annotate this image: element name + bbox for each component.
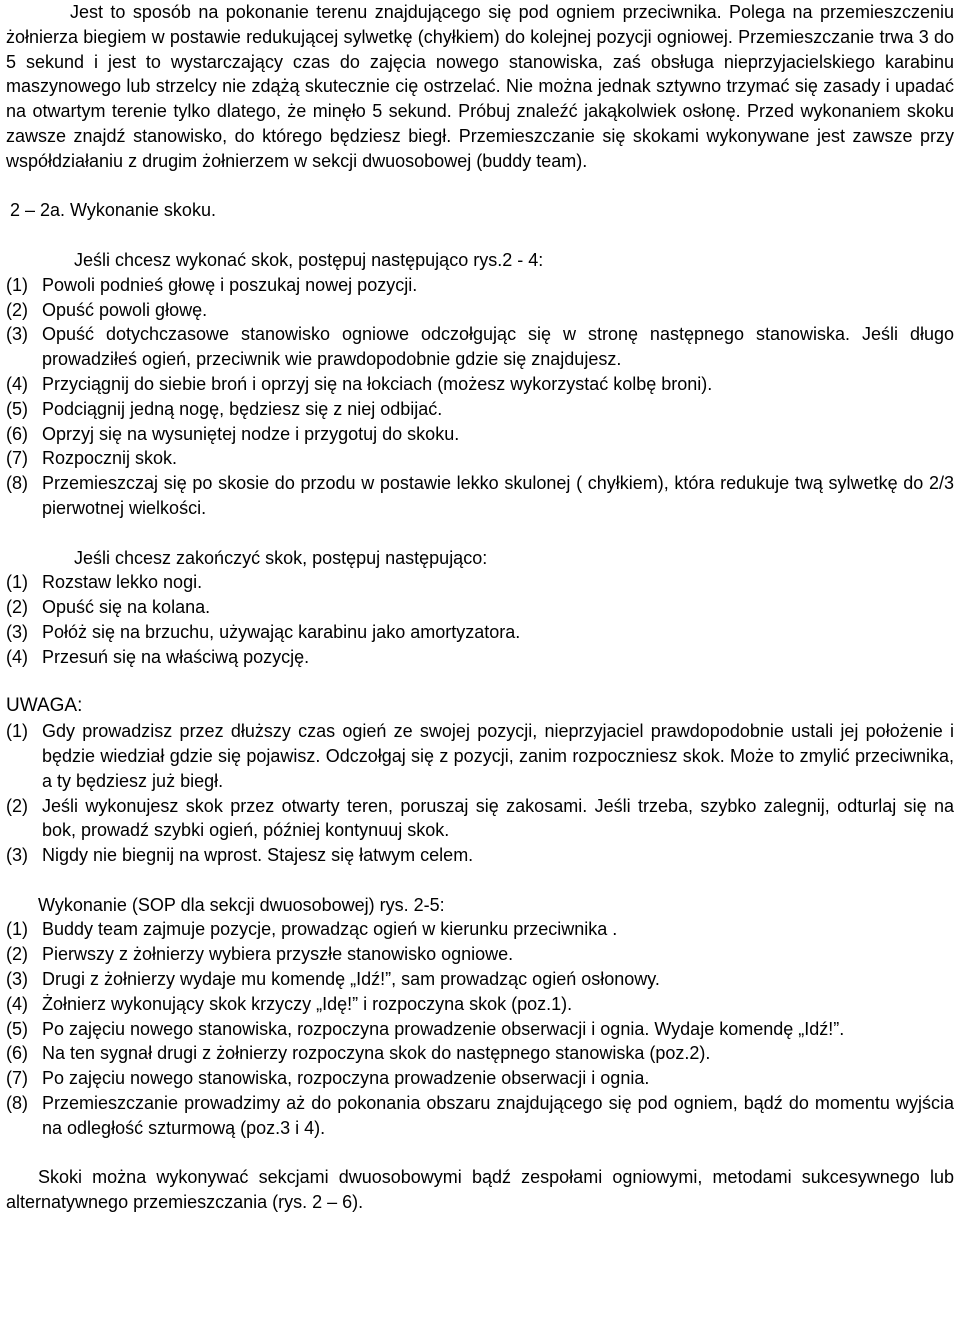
item-text: Podciągnij jedną nogę, będziesz się z niej odbijać. bbox=[42, 398, 443, 419]
item-text: Po zajęciu nowego stanowiska, rozpoczyna prowadzenie obserwacji i ognia. bbox=[42, 1068, 650, 1089]
spacer bbox=[6, 174, 954, 199]
item-text: Pierwszy z żołnierzy wybiera przyszłe stanowisko ogniowe. bbox=[42, 944, 514, 965]
start-jump-steps bbox=[6, 273, 954, 521]
item-text: Przesuń się na właściwą pozycję. bbox=[42, 646, 310, 667]
end-jump-steps bbox=[6, 570, 954, 669]
item-number: (3) bbox=[6, 845, 28, 866]
spacer bbox=[6, 868, 954, 893]
list-item bbox=[6, 471, 954, 521]
start-jump-intro: Jeśli chcesz wykonać skok, postępuj następująco rys.2 - 4: bbox=[74, 249, 544, 270]
list-item bbox=[6, 1066, 954, 1091]
item-text: Na ten sygnał drugi z żołnierzy rozpoczyna skok do następnego stanowiska (poz.2). bbox=[42, 1043, 711, 1064]
item-number: (7) bbox=[6, 1068, 28, 1089]
item-text: Buddy team zajmuje pozycje, prowadząc ogień w kierunku przeciwnika . bbox=[42, 919, 618, 940]
end-jump-intro: Jeśli chcesz zakończyć skok, postępuj następująco: bbox=[74, 547, 488, 568]
item-text: Rozpocznij skok. bbox=[42, 448, 178, 469]
list-item bbox=[6, 422, 954, 447]
sop-steps bbox=[6, 917, 954, 1140]
item-number: (6) bbox=[6, 423, 28, 444]
list-item bbox=[6, 1041, 954, 1066]
list-item bbox=[6, 446, 954, 471]
list-item bbox=[6, 273, 954, 298]
item-number: (2) bbox=[6, 944, 28, 965]
item-number: (1) bbox=[6, 721, 28, 742]
item-text: Opuść się na kolana. bbox=[42, 597, 211, 618]
sop-title: Wykonanie (SOP dla sekcji dwuosobowej) rys. 2-5: bbox=[38, 894, 445, 915]
list-item bbox=[6, 967, 954, 992]
list-item bbox=[6, 372, 954, 397]
list-item bbox=[6, 322, 954, 372]
list-item bbox=[6, 620, 954, 645]
list-item bbox=[6, 645, 954, 670]
item-text: Powoli podnieś głowę i poszukaj nowej pozycji. bbox=[42, 274, 418, 295]
item-number: (4) bbox=[6, 993, 28, 1014]
spacer bbox=[6, 223, 954, 248]
list-item bbox=[6, 942, 954, 967]
spacer bbox=[6, 521, 954, 546]
item-text: Przyciągnij do siebie broń i oprzyj się na łokciach (możesz wykorzystać kolbę broni). bbox=[42, 373, 713, 394]
item-text: Opuść dotychczasowe stanowisko ogniowe odczołgując się w stronę następnego stanowiska. Jeśli długo prowadziłeś ogień, przeciwnik wie prawdopodobnie gdzie się znajdujesz. bbox=[42, 324, 954, 370]
warning-items bbox=[6, 719, 954, 868]
item-text: Po zajęciu nowego stanowiska, rozpoczyna prowadzenie obserwacji i ognia. Wydaje komendę „Idź!”. bbox=[42, 1018, 845, 1039]
item-text: Opuść powoli głowę. bbox=[42, 299, 208, 320]
item-text: Przemieszczaj się po skosie do przodu w postawie lekko skulonej ( chyłkiem), która redukuje twą sylwetkę do 2/3 pierwotnej wielkości. bbox=[42, 473, 954, 518]
item-text: Jeśli wykonujesz skok przez otwarty teren, poruszaj się zakosami. Jeśli trzeba, szybko zalegnij, odturlaj się na bok, prowadź szybki ogień, później kontynuuj skok. bbox=[42, 795, 954, 841]
list-item bbox=[6, 1017, 954, 1042]
item-number: (1) bbox=[6, 572, 28, 593]
item-number: (2) bbox=[6, 597, 28, 618]
item-number: (4) bbox=[6, 373, 28, 394]
item-text: Gdy prowadzisz przez dłuższy czas ogień ze swojej pozycji, nieprzyjaciel prawdopodobnie ustali jej położenie i będzie wiedział gdzie się pojawisz. Odczołgaj się z pozycji, zanim rozpoczniesz skok. Może to zmylić przeciwnika, a ty będziesz już biegł. bbox=[42, 721, 954, 791]
item-number: (3) bbox=[6, 969, 28, 990]
item-number: (2) bbox=[6, 299, 28, 320]
item-text: Oprzyj się na wysuniętej nodze i przygotuj do skoku. bbox=[42, 423, 460, 444]
item-number: (5) bbox=[6, 1018, 28, 1039]
closing-paragraph: Skoki można wykonywać sekcjami dwuosobowymi bądź zespołami ogniowymi, metodami sukcesywnego lub alternatywnego przemieszczania (rys. 2 – 6). bbox=[6, 1167, 954, 1213]
list-item bbox=[6, 1091, 954, 1141]
list-item bbox=[6, 397, 954, 422]
item-number: (1) bbox=[6, 274, 28, 295]
item-number: (8) bbox=[6, 1093, 28, 1114]
list-item bbox=[6, 298, 954, 323]
item-text: Drugi z żołnierzy wydaje mu komendę „Idź!”, sam prowadząc ogień osłonowy. bbox=[42, 969, 660, 990]
item-number: (1) bbox=[6, 919, 28, 940]
list-item bbox=[6, 992, 954, 1017]
list-item bbox=[6, 917, 954, 942]
item-number: (2) bbox=[6, 795, 28, 816]
item-number: (3) bbox=[6, 621, 28, 642]
item-text: Rozstaw lekko nogi. bbox=[42, 572, 203, 593]
item-number: (7) bbox=[6, 448, 28, 469]
list-item bbox=[6, 843, 954, 868]
list-item bbox=[6, 794, 954, 844]
section-heading: 2 – 2a. Wykonanie skoku. bbox=[10, 200, 216, 221]
spacer bbox=[6, 670, 954, 695]
warning-label: UWAGA: bbox=[6, 695, 83, 717]
item-text: Nigdy nie biegnij na wprost. Stajesz się łatwym celem. bbox=[42, 845, 474, 866]
item-number: (6) bbox=[6, 1043, 28, 1064]
item-number: (5) bbox=[6, 398, 28, 419]
item-number: (3) bbox=[6, 324, 28, 345]
spacer bbox=[6, 1141, 954, 1166]
item-number: (4) bbox=[6, 646, 28, 667]
item-text: Połóż się na brzuchu, używając karabinu jako amortyzatora. bbox=[42, 621, 521, 642]
intro-paragraph: Jest to sposób na pokonanie terenu znajdującego się pod ogniem przeciwnika. Polega na przemieszczeniu żołnierza biegiem w postawie redukującej sylwetkę (chyłkiem) do kolejnej pozycji ogniowej. Przemieszczanie trwa 3 do 5 sekund i jest to wystarczający czas do zajęcia nowego stanowiska, zaś obsługa nieprzyjacielskiego karabinu maszynowego lub strzelcy nie zdążą skutecznie cię ostrzelać. Nie można jednak sztywno trzymać się zasady i upadać na otwartym terenie tylko dlatego, że minęło 5 sekund. Próbuj znaleźć jakąkolwiek osłonę. Przed wykonaniem skoku zawsze znajdź stanowisko, do którego będziesz biegł. Przemieszczanie się skokami wykonywane jest zawsze przy współdziałaniu z drugim żołnierzem w sekcji dwuosobowej (buddy team). bbox=[6, 2, 954, 171]
item-text: Żołnierz wykonujący skok krzyczy „Idę!” i rozpoczyna skok (poz.1). bbox=[42, 993, 573, 1014]
list-item bbox=[6, 595, 954, 620]
list-item bbox=[6, 570, 954, 595]
item-number: (8) bbox=[6, 473, 28, 494]
list-item bbox=[6, 719, 954, 793]
item-text: Przemieszczanie prowadzimy aż do pokonania obszaru znajdującego się pod ogniem, bądź do momentu wyjścia na odległość szturmową (poz.3 i 4). bbox=[42, 1093, 954, 1138]
